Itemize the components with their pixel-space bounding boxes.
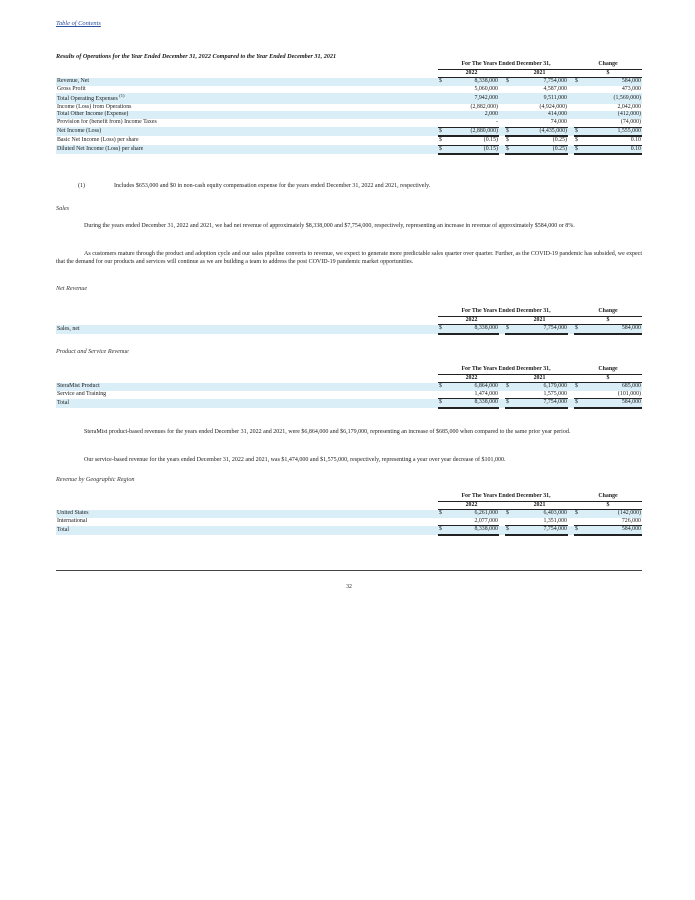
service-paragraph: Our service-based revenue for the years ended December 31, 2022 and 2021, was $1,474,000 and $1,575,000, respectively, representing a year over year decrease of $101,000.: [84, 457, 506, 463]
row-label-text: Total Operating Expenses: [57, 96, 118, 103]
value-2022: (2,880,000): [449, 127, 499, 136]
currency-symbol: [438, 391, 449, 399]
row-label: Revenue, Net: [56, 78, 438, 86]
currency-symbol: $: [574, 510, 585, 518]
row-label: [56, 93, 438, 103]
row-label: United States: [56, 510, 438, 518]
year-2022-header: 2022: [438, 374, 505, 383]
value-2021: 7,754,000: [516, 325, 568, 334]
value-2021: 4,587,000: [543, 85, 567, 92]
currency-symbol: $: [574, 127, 585, 136]
currency-symbol: $: [505, 78, 516, 86]
value-2022: (2,882,000): [470, 103, 498, 110]
currency-symbol: [438, 518, 449, 526]
geographic-heading: Revenue by Geographic Region: [56, 476, 135, 483]
row-label: Net Income (Loss): [56, 127, 438, 136]
period-header: For The Years Ended December 31,: [438, 366, 574, 374]
currency-symbol: [438, 86, 449, 94]
page-number: 32: [346, 584, 352, 590]
year-2022-header: 2022: [438, 501, 505, 510]
value-2021: (0.25): [516, 136, 568, 145]
value-change: (101,000): [585, 391, 642, 399]
currency-symbol: $: [505, 145, 516, 154]
currency-symbol: [505, 119, 516, 127]
currency-symbol: [438, 119, 449, 127]
currency-symbol: [505, 93, 516, 103]
year-2021-header: 2021: [505, 501, 574, 510]
row-label: Sales, net: [56, 325, 438, 334]
currency-symbol: [505, 111, 516, 119]
value-2021: (0.25): [516, 145, 568, 154]
currency-symbol: [574, 391, 585, 399]
currency-symbol: [438, 111, 449, 119]
currency-symbol: [505, 518, 516, 526]
value-2022: 7,942,000: [449, 93, 499, 103]
value-change: (142,000): [585, 510, 642, 518]
value-change: (1,569,000): [585, 93, 642, 103]
currency-symbol: $: [438, 145, 449, 154]
currency-symbol: [574, 111, 585, 119]
row-label: Service and Training: [57, 391, 107, 398]
table-row: [56, 119, 642, 127]
value-2022: 5,060,000: [474, 85, 498, 92]
currency-symbol: $: [438, 127, 449, 136]
value-change: 584,000: [585, 399, 642, 408]
value-2021: 6,179,000: [516, 383, 568, 391]
product-paragraph: SteraMist product-based revenues for the years ended December 31, 2022 and 2021, were $6,864,000 and $6,179,000, representing an increase of $685,000 when compared to the same prior year period.: [84, 429, 571, 435]
row-label: Gross Profit: [57, 85, 86, 92]
year-2021-header: 2021: [505, 69, 574, 78]
table-row: [56, 86, 642, 94]
currency-symbol: $: [574, 145, 585, 154]
table-row: [56, 383, 642, 391]
footnote-marker: (1): [78, 183, 85, 189]
currency-symbol: $: [574, 136, 585, 145]
currency-symbol: [438, 93, 449, 103]
value-2021: (4,924,000): [539, 103, 567, 110]
currency-symbol: $: [505, 383, 516, 391]
value-change: (74,000): [585, 119, 642, 127]
product-service-table: [56, 366, 642, 409]
currency-symbol: $: [574, 325, 585, 334]
currency-symbol: $: [574, 526, 585, 535]
value-2022: 2,077,000: [449, 518, 499, 526]
product-service-heading: Product and Service Revenue: [56, 348, 129, 355]
customers-paragraph: As customers mature through the product and adoption cycle and our sales pipeline converts to revenue, we expect to generate more predictable sales quarter over quarter. Further, as the COVID-19 pandemic has subsided, we expect that the demand for our products and services will continue as we are building a team to address the post COVID-19 pandemic market opportunities.: [56, 251, 642, 266]
net-revenue-heading: Net Revenue: [56, 285, 88, 292]
table-row: [56, 518, 642, 526]
value-2021: 74,000: [516, 119, 568, 127]
value-2021: 7,754,000: [516, 78, 568, 86]
table-row: [56, 145, 642, 154]
row-label: Total Other Income (Expense): [56, 111, 438, 119]
value-change: 584,000: [585, 325, 642, 334]
value-2022: (0.15): [449, 145, 499, 154]
value-2022: 8,338,000: [449, 325, 499, 334]
value-2022: 1,474,000: [449, 391, 499, 399]
value-change: 685,000: [585, 383, 642, 391]
value-2021: 6,403,000: [516, 510, 568, 518]
currency-symbol: $: [438, 383, 449, 391]
change-unit-header: $: [574, 374, 642, 383]
change-header: Change: [574, 493, 642, 501]
value-2022: 6,864,000: [449, 383, 499, 391]
year-2021-header: 2021: [505, 374, 574, 383]
currency-symbol: $: [574, 78, 585, 86]
year-2021-header: 2021: [505, 316, 574, 325]
change-header: Change: [574, 366, 642, 374]
currency-symbol: [574, 518, 585, 526]
year-2022-header: 2022: [438, 316, 505, 325]
row-label: International: [57, 518, 88, 525]
value-change: 584,000: [585, 526, 642, 535]
value-2021: 9,511,000: [516, 93, 568, 103]
row-label: Diluted Net Income (Loss) per share: [56, 145, 438, 154]
value-change: 0.10: [585, 136, 642, 145]
value-2021: 414,000: [516, 111, 568, 119]
row-label: Total: [56, 399, 438, 408]
currency-symbol: [574, 93, 585, 103]
currency-symbol: $: [574, 383, 585, 391]
table-row: [56, 111, 642, 119]
period-header: For The Years Ended December 31,: [438, 308, 574, 316]
value-change: 726,000: [585, 518, 642, 526]
value-2021: 1,575,000: [516, 391, 568, 399]
currency-symbol: $: [505, 399, 516, 408]
table-of-contents-link[interactable]: Table of Contents: [56, 20, 101, 27]
change-unit-header: $: [574, 69, 642, 78]
row-label: Basic Net Income (Loss) per share: [57, 136, 139, 143]
change-unit-header: $: [574, 316, 642, 325]
value-2022: 2,000: [449, 111, 499, 119]
change-header: Change: [574, 308, 642, 316]
table-row: [56, 399, 642, 408]
value-change: 0.10: [585, 145, 642, 154]
row-label: Provision for (benefit from) Income Taxes: [57, 119, 157, 126]
currency-symbol: $: [505, 510, 516, 518]
table-row: [56, 78, 642, 86]
results-table: [56, 61, 642, 155]
value-2021: 1,351,000: [516, 518, 568, 526]
currency-symbol: [505, 391, 516, 399]
table-row: [56, 136, 642, 145]
change-unit-header: $: [574, 501, 642, 510]
currency-symbol: $: [438, 325, 449, 334]
value-2022: (0.15): [449, 136, 499, 145]
row-label: SteraMist Product: [56, 383, 438, 391]
value-change: 2,042,000: [617, 103, 641, 110]
currency-symbol: $: [505, 127, 516, 136]
currency-symbol: $: [505, 136, 516, 145]
year-2022-header: 2022: [438, 69, 505, 78]
footnote-ref: (1): [119, 93, 125, 99]
table-row: [56, 325, 642, 334]
currency-symbol: [438, 104, 449, 112]
footnote: [56, 183, 642, 191]
currency-symbol: [505, 86, 516, 94]
currency-symbol: [574, 119, 585, 127]
results-heading: Results of Operations for the Year Ended December 31, 2022 Compared to the Year Ended December 31, 2021: [56, 53, 337, 60]
value-2022: 8,338,000: [449, 399, 499, 408]
page-divider: [56, 570, 642, 571]
value-change: 1,555,000: [585, 127, 642, 136]
period-header: For The Years Ended December 31,: [438, 61, 574, 69]
value-2022: 6,261,000: [449, 510, 499, 518]
currency-symbol: $: [438, 136, 449, 145]
currency-symbol: [574, 86, 585, 94]
table-row: [56, 510, 642, 518]
table-row: [56, 127, 642, 136]
currency-symbol: [505, 104, 516, 112]
value-2021: 7,754,000: [516, 399, 568, 408]
table-row: [56, 93, 642, 103]
currency-symbol: $: [505, 526, 516, 535]
currency-symbol: $: [505, 325, 516, 334]
row-label: Total: [56, 526, 438, 535]
change-header: Change: [574, 61, 642, 69]
period-header: For The Years Ended December 31,: [438, 493, 574, 501]
value-2021: (4,435,000): [516, 127, 568, 136]
currency-symbol: [574, 104, 585, 112]
currency-symbol: $: [438, 526, 449, 535]
currency-symbol: $: [574, 399, 585, 408]
row-label: Income (Loss) from Operations: [57, 103, 132, 110]
value-change: 584,000: [585, 78, 642, 86]
table-row: [56, 104, 642, 112]
table-row: [56, 391, 642, 399]
value-change: 473,000: [621, 85, 641, 92]
value-2021: 7,754,000: [516, 526, 568, 535]
currency-symbol: $: [438, 399, 449, 408]
geographic-table: [56, 493, 642, 536]
footnote-text: Includes $653,000 and $0 in non-cash equity compensation expense for the years ended December 31, 2022 and 2021, respectively.: [114, 183, 431, 189]
net-revenue-table: [56, 308, 642, 335]
value-2022: 8,338,000: [449, 78, 499, 86]
value-2022: -: [449, 119, 499, 127]
sales-heading: Sales: [56, 205, 70, 212]
currency-symbol: $: [438, 78, 449, 86]
value-2022: 8,338,000: [449, 526, 499, 535]
sales-paragraph: During the years ended December 31, 2022 and 2021, we had net revenue of approximately $8,338,000 and $7,754,000, respectively, representing an increase in revenue of approximately $584,000 or 8%.: [84, 223, 575, 229]
value-change: (412,000): [585, 111, 642, 119]
table-row: [56, 526, 642, 535]
currency-symbol: $: [438, 510, 449, 518]
